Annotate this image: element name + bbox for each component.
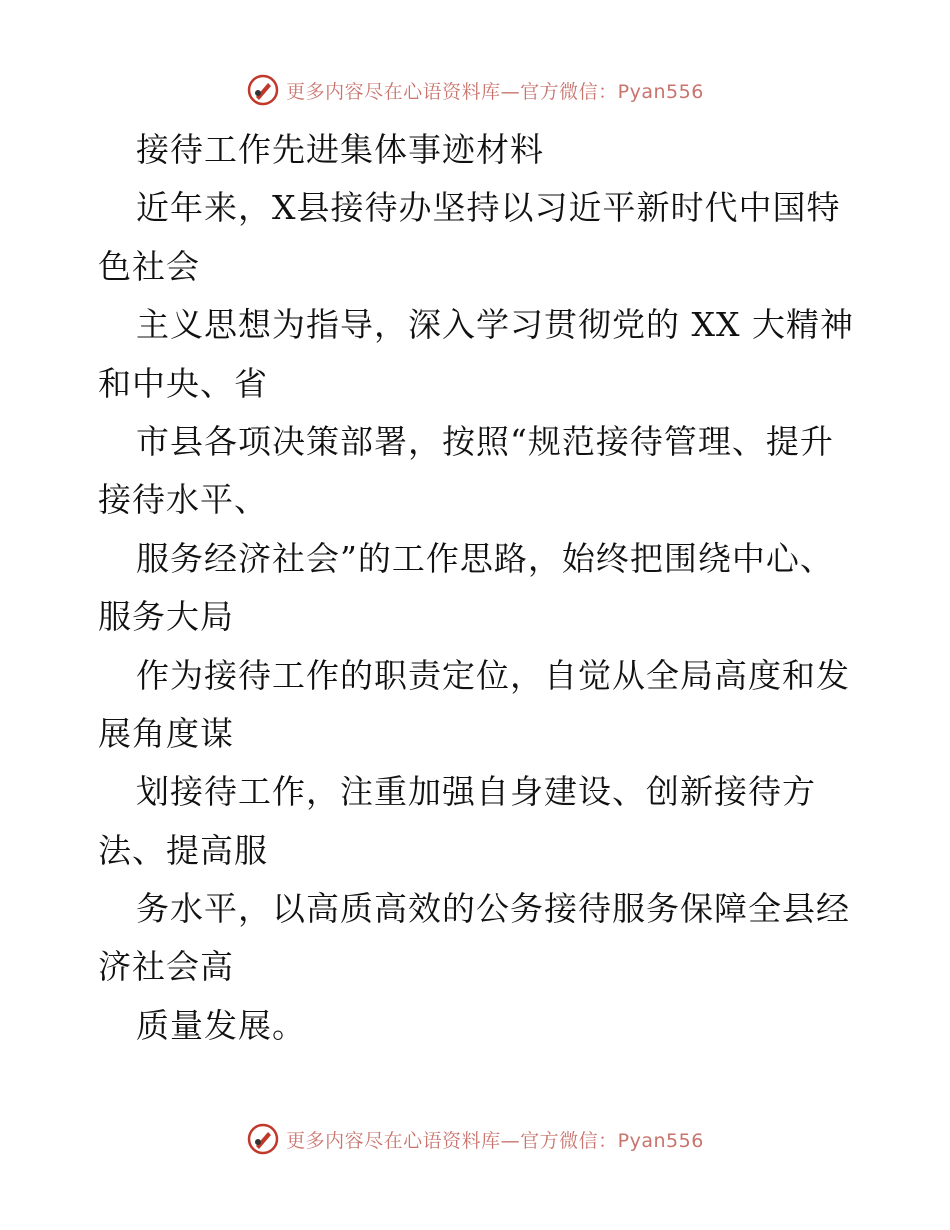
document-title: 接待工作先进集体事迹材料 <box>136 130 544 169</box>
paragraph-line: 服务经济社会”的工作思路，始终把围绕中心、 <box>136 538 834 578</box>
header-banner-text: 更多内容尽在心语资料库—官方微信：Pyan556 <box>286 80 704 103</box>
paragraph-line: 和中央、省 <box>98 363 268 403</box>
pen-logo-icon <box>246 73 280 107</box>
paragraph-line: 务水平，以高质高效的公务接待服务保障全县经 <box>136 889 850 929</box>
paragraph-line: 法、提高服 <box>98 830 268 870</box>
paragraph-line: 济社会高 <box>98 947 234 987</box>
footer-banner <box>0 1119 950 1159</box>
paragraph-line: 服务大局 <box>98 597 234 637</box>
paragraph-line: 色社会 <box>98 246 200 286</box>
pen-logo-icon <box>246 1122 280 1156</box>
document-body <box>98 121 858 1055</box>
paragraph-line: 主义思想为指导，深入学习贯彻党的 XX 大精神 <box>136 305 854 345</box>
paragraph-line: 划接待工作，注重加强自身建设、创新接待方 <box>136 772 816 812</box>
header-banner <box>0 70 950 110</box>
paragraph-line: 作为接待工作的职责定位，自觉从全局高度和发 <box>136 655 850 695</box>
paragraph-line: 展角度谋 <box>98 713 234 753</box>
paragraph-line: 近年来，X县接待办坚持以习近平新时代中国特 <box>136 188 841 228</box>
paragraph-line: 质量发展。 <box>136 1005 306 1045</box>
paragraph-line: 接待水平、 <box>98 480 268 520</box>
paragraph-line: 市县各项决策部署，按照“规范接待管理、提升 <box>136 421 834 461</box>
footer-banner-text: 更多内容尽在心语资料库—官方微信：Pyan556 <box>286 1129 704 1152</box>
